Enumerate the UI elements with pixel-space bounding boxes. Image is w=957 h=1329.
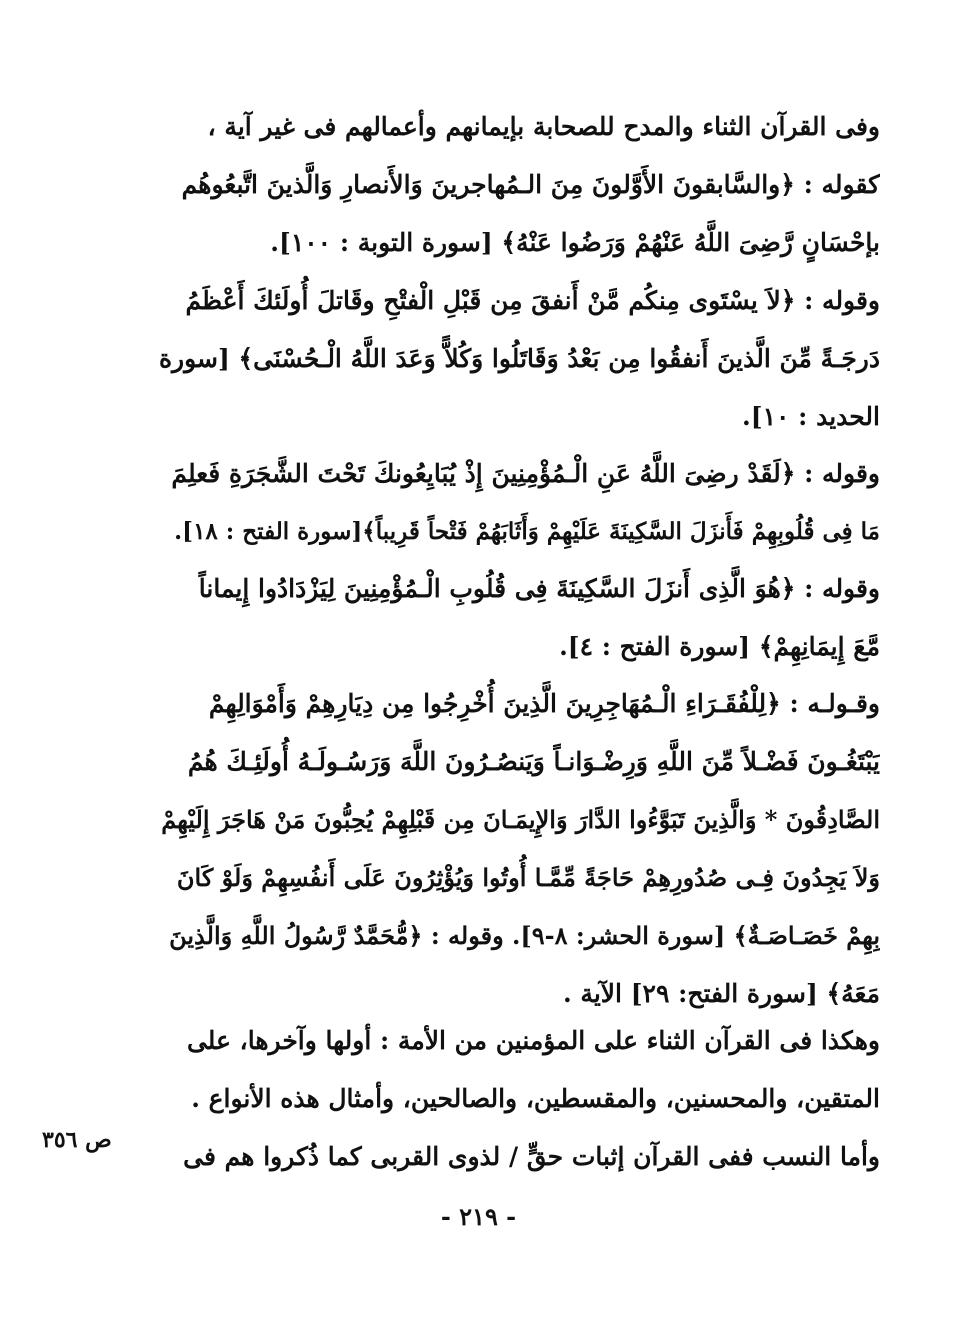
text-line: كقوله : ﴿والسَّابقونَ الأَوَّلونَ مِنَ الـمُهاجرينَ وَالأَنصارِ وَالَّذينَ اتَّبعُوهُم bbox=[181, 170, 880, 199]
text-line: مَا فِى قُلُوبِهِمْ فَأَنزَلَ السَّكِينَةَ عَلَيْهِمْ وَأَثَابَهُمْ فَتْحاً قَرِيباً﴾[سورة الفتح : ١٨]. bbox=[174, 518, 880, 545]
text-line: وأما النسب ففى القرآن إثبات حقٍّ / لذوى القربى كما ذُكروا هم فى bbox=[183, 1142, 880, 1171]
paragraph-3 bbox=[150, 445, 880, 561]
text-line: يَبْتَغُـونَ فَضْـلاً مِّنَ اللَّهِ وَرِضْـوَانـاً وَيَنصُـرُونَ اللَّهَ وَرَسُـولَـهُ أُولَئِـكَ هُمُ bbox=[187, 747, 880, 776]
text-line: دَرجَـةً مِّنَ الَّذينَ أَنفقُوا مِن بَعْدُ وَقَاتَلُوا وَكُلاًّ وَعَدَ اللَّهُ الْـحُسْنَى﴾ [سورة bbox=[158, 344, 880, 373]
text-line: بِهِمْ خَصَـاصَـةٌ﴾ [سورة الحشر: ٨-٩]. وقوله : ﴿مُّحَمَّدٌ رَّسُولُ اللَّهِ وَالَّذِينَ bbox=[169, 921, 880, 950]
text-line: وقـولـه : ﴿لِلْفُقَـرَاءِ الْـمُهَاجِرِينَ الَّذِينَ أُخْرِجُوا مِن دِيَارِهِمْ وَأَمْوَالِهِمْ bbox=[208, 689, 880, 718]
text-line: وهكذا فى القرآن الثناء على المؤمنين من الأمة : أولها وآخرها، على bbox=[186, 1026, 880, 1055]
paragraph-4 bbox=[150, 560, 880, 676]
text-line: الصَّادِقُونَ * وَالَّذِينَ تَبَوَّءُوا الدَّارَ وَالإِيمَـانَ مِن قَبْلِهِمْ يُحِبُّونَ مَنْ هَاجَرَ إِلَيْهِمْ bbox=[161, 805, 880, 834]
text-line: وقوله : ﴿لاَ يسْتَوى مِنكُم مَّنْ أَنفقَ مِن قَبْلِ الْفتْحِ وقَاتلَ أُولَئكَ أَعْظَمُ bbox=[185, 286, 880, 315]
text-line: وقوله : ﴿هُوَ الَّذِى أَنزَلَ السَّكِينَةَ فِى قُلُوبِ الْـمُؤْمِنِينَ لِيَزْدَادُوا إِيماناً bbox=[198, 574, 880, 603]
text-line: مَعَهُ﴾ [سورة الفتح: ٢٩] الآية . bbox=[563, 979, 880, 1008]
paragraph-1 bbox=[150, 98, 880, 272]
text-line: وقوله : ﴿لَقَدْ رضِىَ اللَّهُ عَنِ الْـمُؤْمِنِينَ إِذْ يُبَايِعُونكَ تَحْتَ الشَّجَرَةِ فَعلِمَ bbox=[171, 459, 880, 488]
page-number: - ٢١٩ - bbox=[440, 1202, 517, 1231]
paragraph-5 bbox=[150, 675, 880, 1023]
paragraph-6 bbox=[150, 1012, 880, 1186]
text-line: وَلاَ يَجِدُونَ فِـى صُدُورِهِمْ حَاجَةً مِّمَّـا أُوتُوا وَيُؤْثِرُونَ عَلَى أَنفُسِهِمْ وَلَوْ كَانَ bbox=[176, 863, 880, 892]
text-line: المتقين، والمحسنين، والمقسطين، والصالحين، وأمثال هذه الأنواع . bbox=[191, 1084, 880, 1113]
text-line: وفى القرآن الثناء والمدح للصحابة بإيمانهم وأعمالهم فى غير آية ، bbox=[207, 112, 880, 141]
text-line: الحديد : ١٠]. bbox=[742, 402, 880, 431]
text-line: مَّعَ إِيمَانِهِمْ﴾ [سورة الفتح : ٤]. bbox=[559, 632, 880, 661]
text-line: بإحْسَانٍ رَّضِىَ اللَّهُ عَنْهُمْ وَرَضُوا عَنْهُ﴾ [سورة التوبة : ١٠٠]. bbox=[270, 228, 880, 257]
paragraph-2 bbox=[150, 272, 880, 446]
margin-page-reference: ص ٣٥٦ bbox=[42, 1127, 112, 1153]
